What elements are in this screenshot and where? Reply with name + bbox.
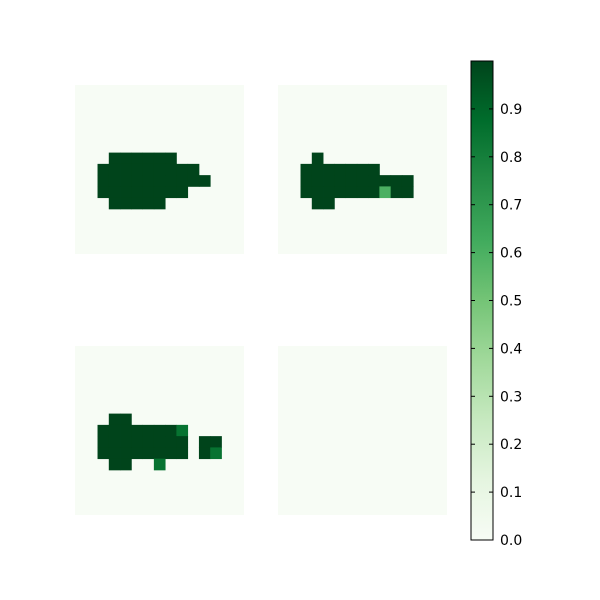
heatmap-cell [109,414,121,426]
heatmap-cell [131,447,143,459]
heatmap-panel-bottom-right [278,346,447,515]
heatmap-cell [131,153,143,165]
heatmap-cell [131,186,143,198]
heatmap-panel-top-right [278,85,447,254]
heatmap-cell [98,436,110,448]
heatmap-cell [188,175,200,187]
heatmap-cell [98,186,110,198]
heatmap-cell [176,447,188,459]
heatmap-cell [154,164,166,176]
heatmap-cell [334,175,346,187]
heatmap-cell [154,198,166,210]
heatmap-cell [98,447,110,459]
heatmap-cell [143,425,155,437]
heatmap-cell [154,175,166,187]
heatmap-cell [120,414,132,426]
heatmap-cell [120,164,132,176]
heatmap-cell [301,186,313,198]
heatmap-cell [131,436,143,448]
heatmap-cell [143,198,155,210]
colorbar-tick-label: 0.3 [500,389,523,406]
heatmap-cell [357,175,369,187]
heatmap-cell [154,459,166,471]
heatmap-cell [357,164,369,176]
heatmap-cell [120,447,132,459]
colorbar-tick-label: 0.4 [500,341,523,358]
heatmap-cell [391,175,403,187]
heatmap-cell [120,153,132,165]
heatmap-cell [402,186,414,198]
heatmap-cell [334,164,346,176]
heatmap-cell [312,175,324,187]
heatmap-cell [301,164,313,176]
heatmap-cell [210,447,222,459]
heatmap-cell [131,175,143,187]
heatmap-cell [131,164,143,176]
heatmap-cell [154,425,166,437]
heatmap-cell [312,186,324,198]
heatmap-cell [98,164,110,176]
heatmap-cell [143,186,155,198]
heatmap-cell [109,186,121,198]
heatmap-cell [109,425,121,437]
heatmap-cell [312,198,324,210]
heatmap-cell [120,198,132,210]
heatmap-cell [176,175,188,187]
heatmap-cell [188,164,200,176]
heatmap-cell [391,186,403,198]
heatmap-cell [120,459,132,471]
heatmap-cell [323,198,335,210]
heatmap-cell [165,175,177,187]
colorbar-tick-label: 0.1 [500,485,523,502]
heatmap-cell [301,175,313,187]
heatmap-cell [131,198,143,210]
heatmap-cell [143,164,155,176]
colorbar-tick-label: 0.8 [500,149,523,166]
heatmap-cell [98,425,110,437]
heatmap-cell [120,186,132,198]
heatmap-cell [323,186,335,198]
heatmap-cell [143,447,155,459]
heatmap-cell [368,186,380,198]
heatmap-cell [131,425,143,437]
heatmap-cell [109,153,121,165]
heatmap-cell [109,198,121,210]
heatmap-cell [165,186,177,198]
heatmap-cell [120,175,132,187]
heatmap-cell [176,436,188,448]
heatmap-cell [143,153,155,165]
heatmap-cell [165,425,177,437]
heatmap-cell [120,425,132,437]
heatmap-cell [368,164,380,176]
colorbar-tick-label: 0.7 [500,197,523,214]
heatmap-cell [165,153,177,165]
heatmap-cell [109,436,121,448]
heatmap-cell [176,164,188,176]
heatmap-cell [346,175,358,187]
heatmap-cell [165,436,177,448]
heatmap-cell [357,186,369,198]
heatmap-cell [98,175,110,187]
heatmap-cell [199,175,211,187]
heatmap-cell [143,436,155,448]
heatmap-cell [154,436,166,448]
heatmap-panel-bottom-left [75,346,244,515]
heatmap-cell [176,186,188,198]
heatmap-cell [120,436,132,448]
colorbar-tick-label: 0.2 [500,437,523,454]
colorbar [471,61,522,549]
heatmap-cell [346,186,358,198]
heatmap-cell [109,164,121,176]
colorbar-tick-label: 0.5 [500,293,523,310]
heatmap-cell [402,175,414,187]
heatmap-cell [199,447,211,459]
heatmap-cell [312,164,324,176]
heatmap-cell [368,175,380,187]
heatmap-cell [176,425,188,437]
colorbar-tick-label: 0.6 [500,245,523,262]
heatmap-cell [165,447,177,459]
heatmap-background [278,346,447,515]
heatmap-cell [199,436,211,448]
heatmap-cell [165,164,177,176]
heatmap-cell [109,175,121,187]
heatmap-cell [312,153,324,165]
heatmap-cell [346,164,358,176]
heatmap-cell [154,447,166,459]
heatmap-cell [323,164,335,176]
heatmap-cell [210,436,222,448]
heatmap-cell [109,447,121,459]
heatmap-cell [379,175,391,187]
heatmap-cell [154,153,166,165]
heatmap-panel-top-left [75,85,244,254]
heatmap-cell [323,175,335,187]
colorbar-tick-label: 0.9 [500,101,523,118]
heatmap-cell [143,175,155,187]
heatmap-cell [379,186,391,198]
heatmap-cell [109,459,121,471]
heatmap-cell [334,186,346,198]
heatmap-cell [154,186,166,198]
colorbar-tick-label: 0.0 [500,533,523,549]
